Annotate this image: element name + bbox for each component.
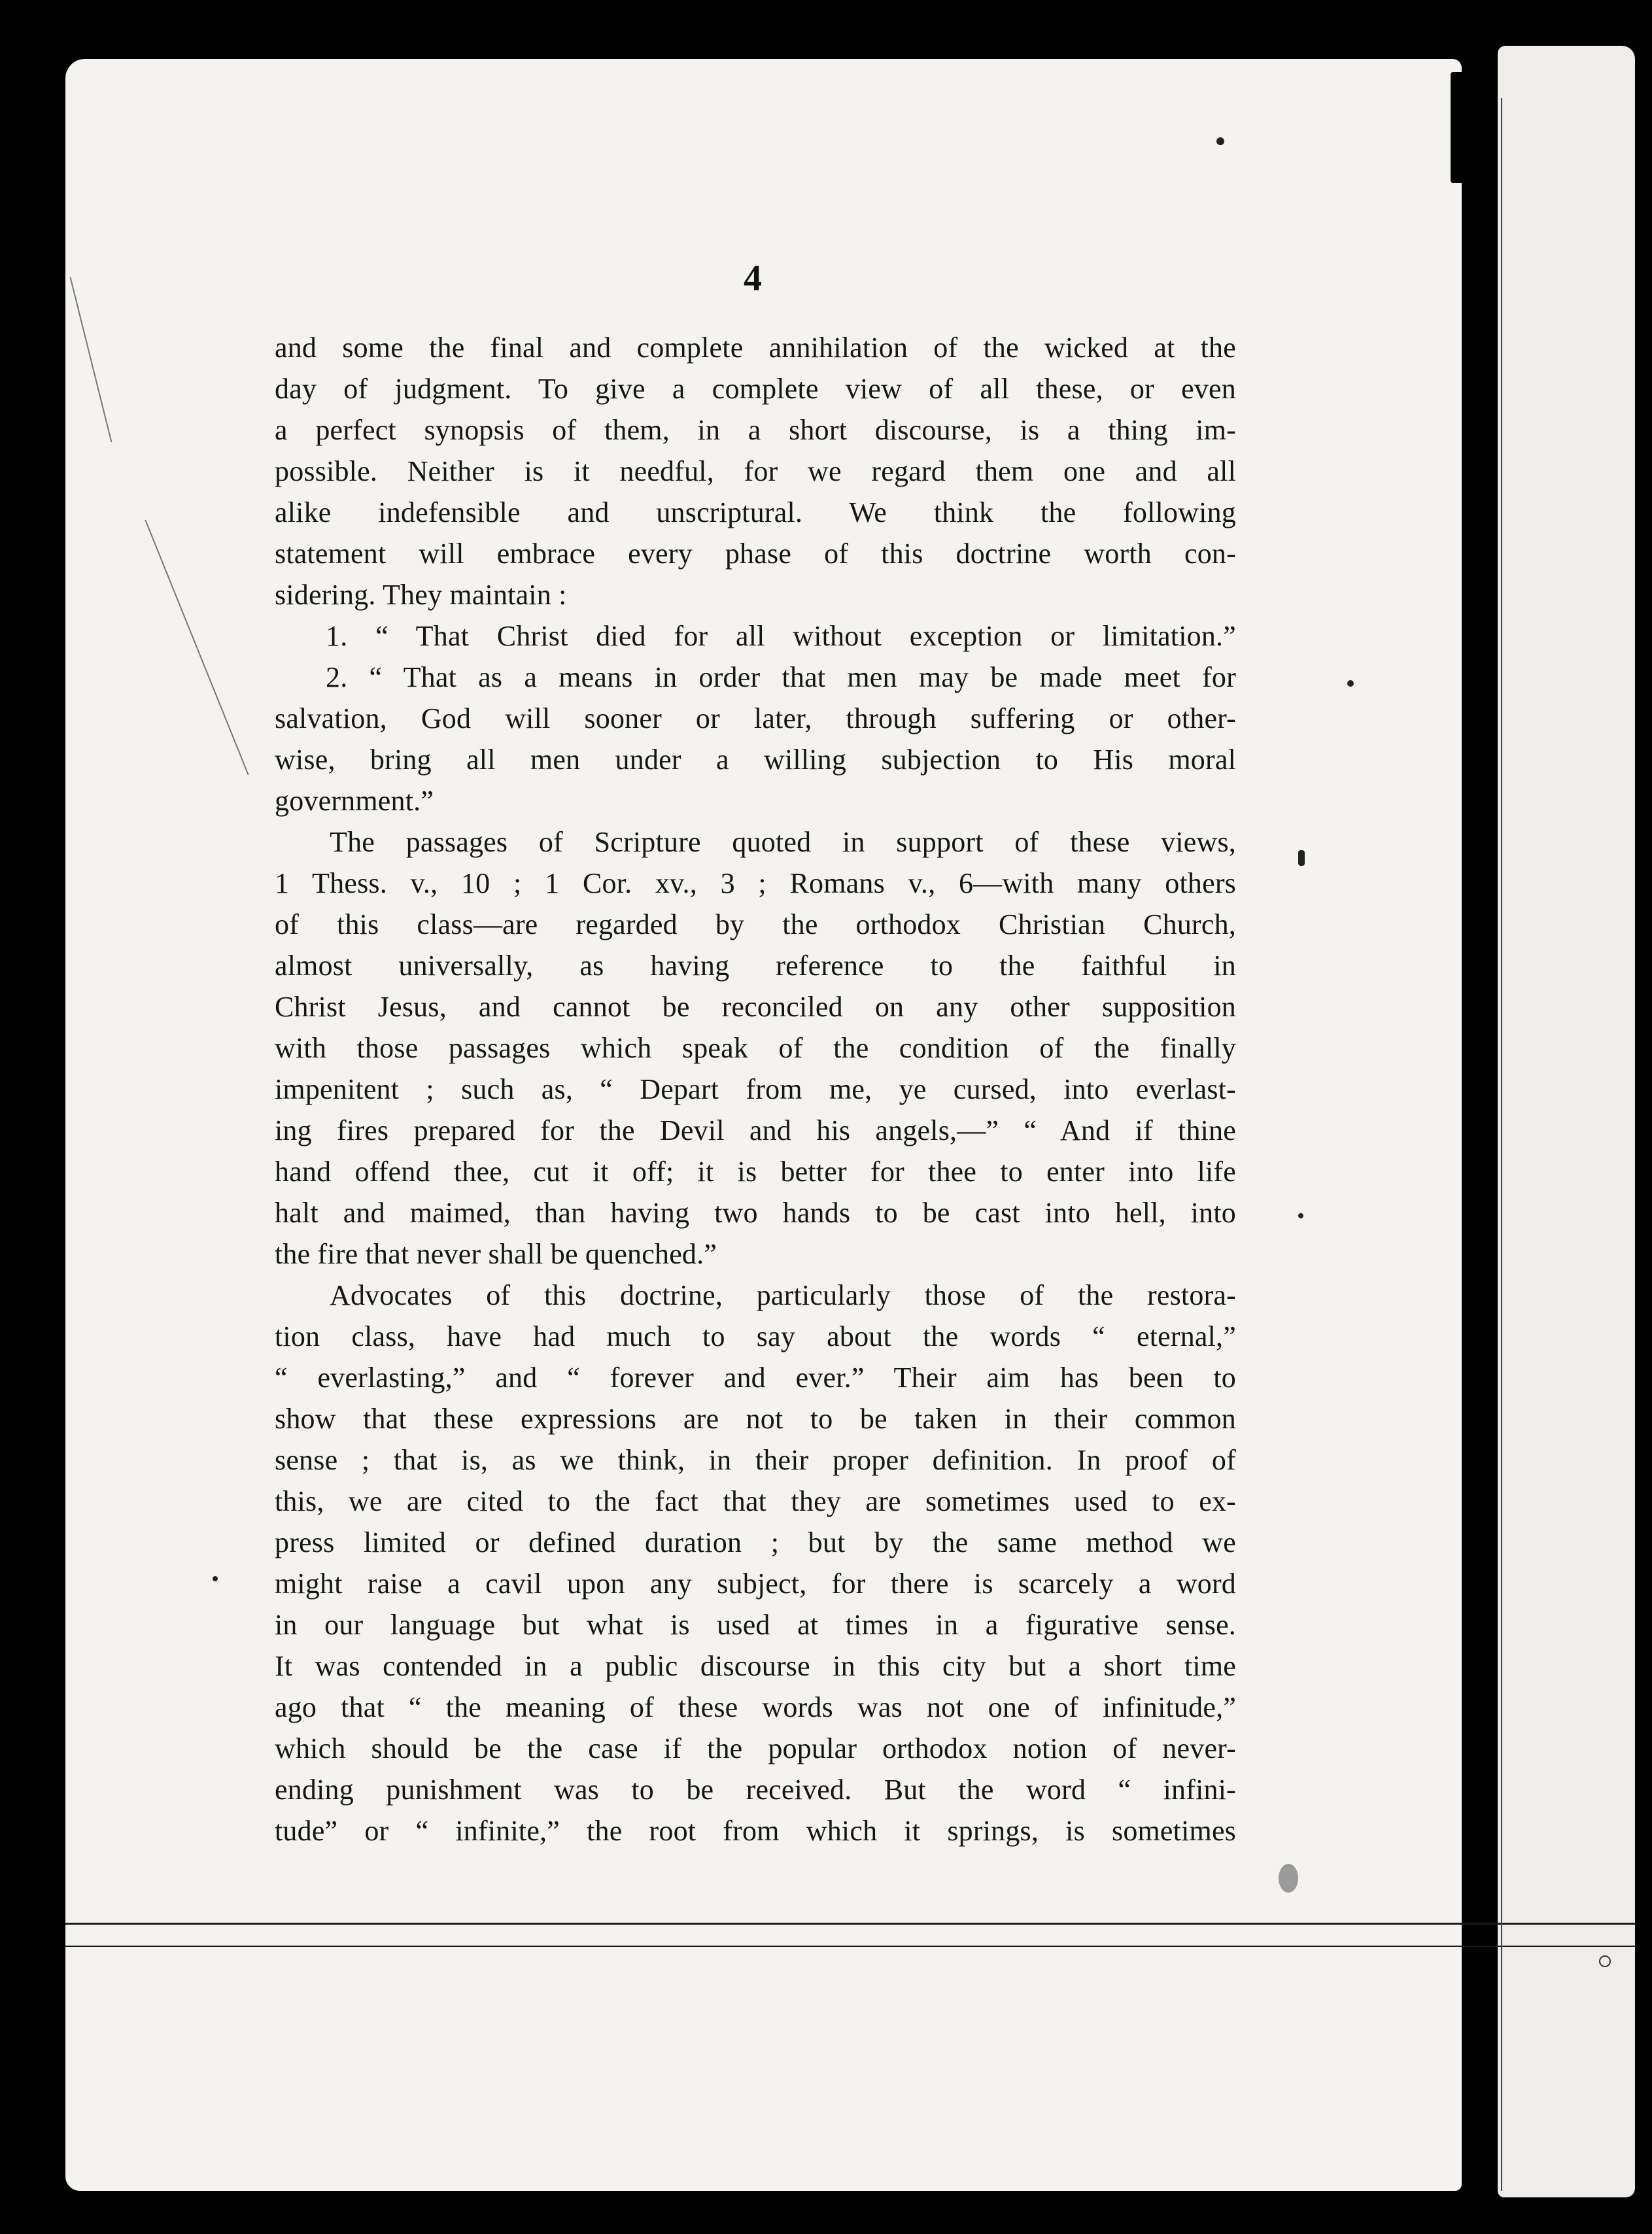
paragraph-start: Advocates of this doctrine, particularly those of the restora- [330,1279,1236,1311]
text-line: show that these expressions are not to be taken in their common [275,1403,1236,1435]
text-line: of this class—are regarded by the orthodox Christian Church, [275,908,1236,940]
adjacent-page-edge [1498,46,1635,2197]
text-line: tion class, have had much to say about the words “ eternal,” [275,1320,1236,1352]
scan-speck [1347,680,1354,687]
list-item: 2. “ That as a means in order that men may be made meet for [326,661,1236,693]
scan-speck [213,1576,218,1581]
text-line: impenitent ; such as, “ Depart from me, ye cursed, into everlast- [275,1073,1236,1105]
text-line: in our language but what is used at times in a figurative sense. [275,1609,1236,1641]
text-line: almost universally, as having reference to the faithful in [275,950,1236,982]
text-line: alike indefensible and unscriptural. We think the following [275,496,1236,528]
text-line: statement will embrace every phase of this doctrine worth con- [275,538,1236,570]
text-line: halt and maimed, than having two hands to be cast into hell, into [275,1197,1236,1229]
text-line: and some the final and complete annihilation of the wicked at the [275,332,1236,364]
text-line: salvation, God will sooner or later, through suffering or other- [275,702,1236,734]
text-line: It was contended in a public discourse in this city but a short time [275,1650,1236,1682]
scan-speck [1216,137,1224,145]
page-number: 4 [744,258,762,299]
text-line: day of judgment. To give a complete view of all these, or even [275,373,1236,405]
text-line: which should be the case if the popular orthodox notion of never- [275,1732,1236,1764]
text-line: press limited or defined duration ; but by the same method we [275,1526,1236,1558]
text-line: ago that “ the meaning of these words was not one of infinitude,” [275,1691,1236,1723]
scan-speck [1298,1213,1303,1218]
paragraph-start: The passages of Scripture quoted in support of these views, [330,826,1236,858]
text-line: wise, bring all men under a willing subjection to His moral [275,744,1236,776]
text-line: with those passages which speak of the condition of the finally [275,1032,1236,1064]
scan-speck [1599,1955,1611,1967]
list-item: 1. “ That Christ died for all without exception or limitation.” [326,620,1236,652]
text-line: sense ; that is, as we think, in their proper definition. In proof of [275,1444,1236,1476]
text-line: Christ Jesus, and cannot be reconciled on any other supposition [275,991,1236,1023]
text-line: the fire that never shall be quenched.” [275,1238,717,1270]
bottom-rule-line [65,1923,1635,1925]
text-line: sidering. They maintain : [275,579,567,611]
text-line: might raise a cavil upon any subject, for there is scarcely a word [275,1568,1236,1600]
text-line: ing fires prepared for the Devil and his angels,—” “ And if thine [275,1114,1236,1146]
text-line: ending punishment was to be received. But the word “ infini- [275,1774,1236,1806]
text-line: hand offend thee, cut it off; it is better for thee to enter into life [275,1156,1236,1188]
text-line: this, we are cited to the fact that they are sometimes used to ex- [275,1485,1236,1517]
scan-speck [1298,850,1305,866]
text-line: possible. Neither is it needful, for we regard them one and all [275,455,1236,487]
text-line: tude” or “ infinite,” the root from which it springs, is sometimes [275,1815,1236,1847]
scan-artifact-line [1501,98,1502,2191]
text-line: 1 Thess. v., 10 ; 1 Cor. xv., 3 ; Romans v., 6—with many others [275,867,1236,899]
gutter-shadow [1451,72,1490,183]
text-line: government.” [275,785,434,817]
text-line: a perfect synopsis of them, in a short discourse, is a thing im- [275,414,1236,446]
bottom-rule-line-thin [65,1946,1635,1947]
scan-speck [1279,1864,1298,1893]
text-line: “ everlasting,” and “ forever and ever.” Their aim has been to [275,1362,1236,1394]
